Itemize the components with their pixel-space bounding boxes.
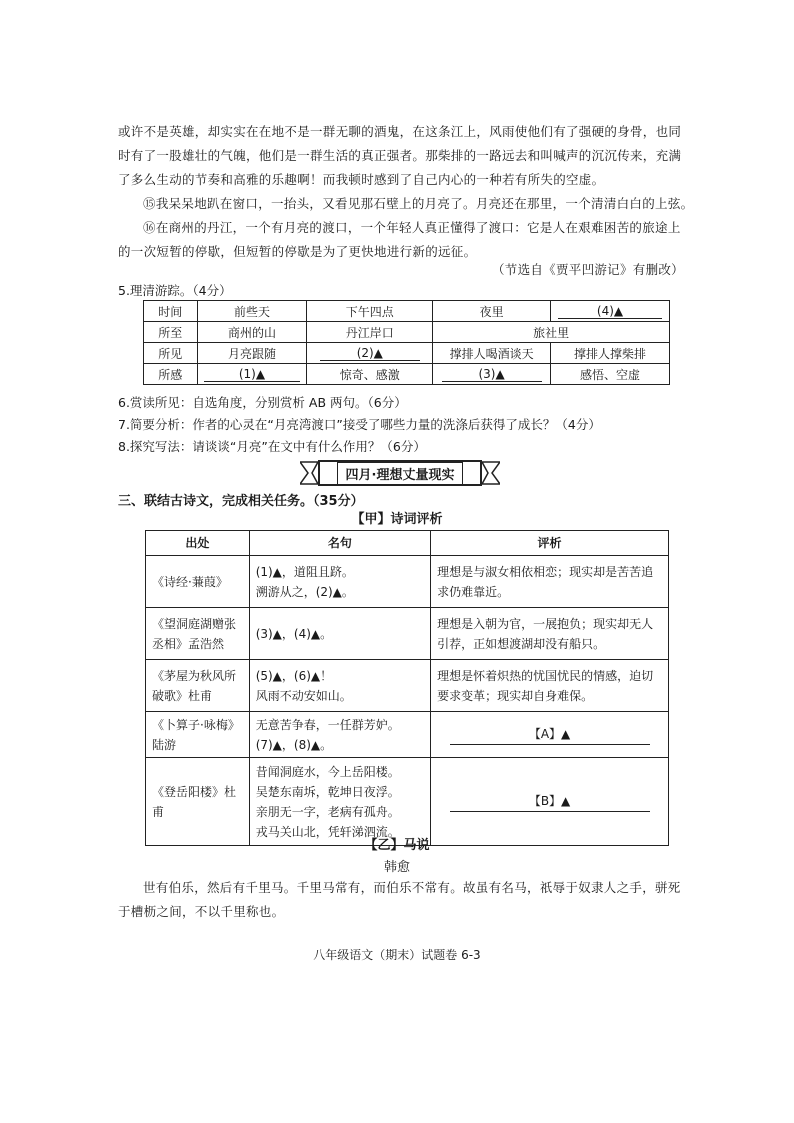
table-row xyxy=(146,712,669,758)
page-footer: 八年级语文（期末）试题卷 6-3 xyxy=(313,948,481,962)
paragraph-text: 在商州的丹江，一个有月亮的渡口，一个年轻人真正懂得了渡口：它是人在艰难困苦的旅途上 xyxy=(155,220,681,235)
poem-comment: 理想是入朝为官，一展抱负；现实却无人引荐，正如想渡湖却没有船只。 xyxy=(431,608,669,660)
poem-line[interactable]: 溯游从之，(2)▲。 xyxy=(255,584,354,599)
poem-line[interactable]: (7)▲，(8)▲。 xyxy=(255,737,333,752)
poem-line: 亲朋无一字，老病有孤舟。 xyxy=(255,804,400,819)
poem-line: 无意苦争春，一任群芳妒。 xyxy=(255,717,400,732)
table-cell: 下午四点 xyxy=(307,301,433,322)
table-cell: 前些天 xyxy=(197,301,307,322)
paragraph-number: ⑮ xyxy=(143,196,156,211)
poem-lines xyxy=(249,712,430,758)
banner-text: 四月·理想丈量现实 xyxy=(337,462,464,485)
blank-text: (2)▲ xyxy=(320,346,420,361)
table-row xyxy=(144,343,670,364)
paragraph-text: 我呆呆地趴在窗口，一抬头，又看见那石壁上的月亮了。月亮还在那里，一个清清白白的上弦。 xyxy=(155,196,694,211)
answer-blank-2[interactable] xyxy=(307,343,433,364)
paragraph-number: ⑯ xyxy=(143,220,156,235)
table-row xyxy=(146,758,669,846)
table-row xyxy=(146,556,669,608)
poem-source: 《茅屋为秋风所破歌》杜甫 xyxy=(146,660,250,712)
question-6: 6.赏读所见：自选角度，分别赏析 AB 两句。（6分） xyxy=(118,395,407,410)
source-note: （节选自《贾平凹游记》有删改） xyxy=(491,262,684,277)
paragraph-16-cont: 的一次短暂的停歇，但短暂的停歇是为了更快地进行新的远征。 xyxy=(118,244,477,259)
poem-lines xyxy=(249,608,430,660)
section-3-title: 三、联结古诗文，完成相关任务。（35分） xyxy=(118,494,364,509)
question-5: 5.理清游踪。（4分） xyxy=(118,283,232,298)
poem-lines xyxy=(249,758,430,846)
poem-comment: 理想是与淑女相依相恋；现实却是苦苦追求仍难靠近。 xyxy=(431,556,669,608)
answer-blank-3[interactable] xyxy=(433,364,551,385)
poem-line: 风雨不动安如山。 xyxy=(255,688,352,703)
section-banner xyxy=(318,460,482,486)
poem-source: 《登岳阳楼》杜甫 xyxy=(146,758,250,846)
poem-lines xyxy=(249,556,430,608)
blank-text: 【A】▲ xyxy=(450,724,650,745)
passage-line-1: 或许不是英雄，却实实在在地不是一群无聊的酒鬼，在这条江上，风雨使他们有了强硬的身骨，也同 xyxy=(118,124,682,139)
answer-blank-4[interactable] xyxy=(551,301,670,322)
blank-text: 【B】▲ xyxy=(450,791,650,812)
table-cell: 所见 xyxy=(144,343,198,364)
table-cell: 商州的山 xyxy=(197,322,307,343)
table-row xyxy=(146,608,669,660)
poem-line[interactable]: (3)▲，(4)▲。 xyxy=(255,626,333,641)
poem-line[interactable]: (1)▲，道阻且跻。 xyxy=(255,564,354,579)
table-row xyxy=(146,660,669,712)
poem-comment: 理想是怀着炽热的忧国忧民的情感，迫切要求变革；现实却自身难保。 xyxy=(431,660,669,712)
poem-lines xyxy=(249,660,430,712)
table-cell: 月亮跟随 xyxy=(197,343,307,364)
question-7: 7.简要分析：作者的心灵在“月亮湾渡口”接受了哪些力量的洗涤后获得了成长？（4分） xyxy=(118,417,601,432)
header-comment: 评析 xyxy=(431,531,669,556)
table-cell: 丹江岸口 xyxy=(307,322,433,343)
passage-line-2: 时有了一股雄壮的气魄，他们是一群生活的真正强者。那柴排的一路远去和叫喊声的沉沉传来，充满 xyxy=(118,148,682,163)
answer-blank-B[interactable] xyxy=(431,758,669,846)
table-cell: 旅社里 xyxy=(433,322,670,343)
answer-blank-1[interactable] xyxy=(197,364,307,385)
poem-source: 《卜算子·咏梅》陆游 xyxy=(146,712,250,758)
table-row xyxy=(144,301,670,322)
poem-source: 《诗经·蒹葭》 xyxy=(146,556,250,608)
poem-source: 《望洞庭湖赠张丞相》孟浩然 xyxy=(146,608,250,660)
table-cell: 所感 xyxy=(144,364,198,385)
table-header-row xyxy=(146,531,669,556)
author: 韩愈 xyxy=(383,860,410,875)
poem-line: 吴楚东南坼，乾坤日夜浮。 xyxy=(255,784,400,799)
table-cell: 撑排人撑柴排 xyxy=(551,343,670,364)
route-table xyxy=(143,300,670,385)
table-cell: 时间 xyxy=(144,301,198,322)
poem-line: 戎马关山北，凭轩涕泗流。 xyxy=(255,824,400,839)
yi-line-2: 于槽枥之间，不以千里称也。 xyxy=(118,904,285,919)
table-row xyxy=(144,322,670,343)
table-cell: 夜里 xyxy=(433,301,551,322)
paragraph-16 xyxy=(143,216,681,240)
poetry-table xyxy=(145,530,669,846)
header-source: 出处 xyxy=(146,531,250,556)
passage-line-3: 了多么生动的节奏和高雅的乐趣啊！而我顿时感到了自己内心的一种若有所失的空虚。 xyxy=(118,172,605,187)
poem-line: 昔闻洞庭水，今上岳阳楼。 xyxy=(255,764,400,779)
jia-title: 【甲】诗词评析 xyxy=(351,512,443,527)
blank-text: (4)▲ xyxy=(558,304,662,319)
poem-line[interactable]: (5)▲，(6)▲！ xyxy=(255,668,333,683)
question-8: 8.探究写法：请谈谈“月亮”在文中有什么作用？（6分） xyxy=(118,439,426,454)
answer-blank-A[interactable] xyxy=(431,712,669,758)
table-cell: 所至 xyxy=(144,322,198,343)
paragraph-15 xyxy=(143,192,693,216)
header-lines: 名句 xyxy=(249,531,430,556)
table-row xyxy=(144,364,670,385)
yi-title: 【乙】马说 xyxy=(364,838,430,853)
blank-text: (1)▲ xyxy=(204,367,300,382)
table-cell: 撑排人喝酒谈天 xyxy=(433,343,551,364)
table-cell: 感悟、空虚 xyxy=(551,364,670,385)
blank-text: (3)▲ xyxy=(442,367,542,382)
table-cell: 惊奇、感激 xyxy=(307,364,433,385)
yi-line-1: 世有伯乐，然后有千里马。千里马常有，而伯乐不常有。故虽有名马，祇辱于奴隶人之手，骈死 xyxy=(143,880,681,895)
